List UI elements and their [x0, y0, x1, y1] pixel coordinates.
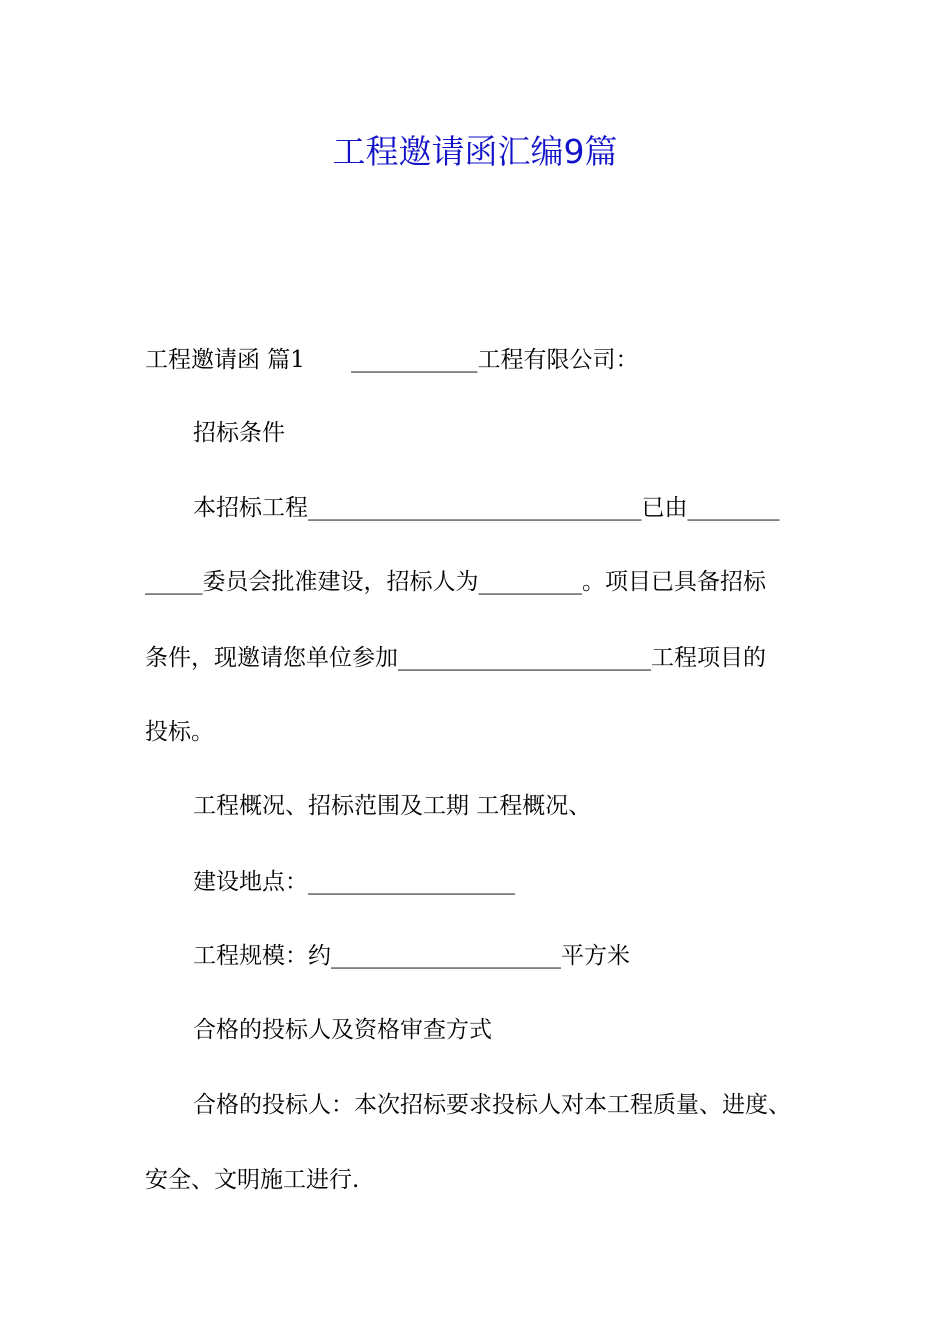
paragraph-line: _____委员会批准建设，招标人为_________。项目已具备招标: [145, 569, 766, 595]
paragraph-line: 工程概况、招标范围及工期 工程概况、: [193, 793, 592, 819]
paragraph-line: 合格的投标人及资格审查方式: [193, 1017, 492, 1043]
paragraph-line: 投标。: [145, 719, 214, 745]
addressee: ___________工程有限公司：: [350, 347, 639, 373]
document-title: 工程邀请函汇编9篇: [332, 132, 618, 171]
paragraph-line: 条件，现邀请您单位参加______________________工程项目的: [145, 645, 766, 671]
paragraph-line: 工程规模：约____________________平方米: [193, 943, 630, 969]
paragraph-line: 本招标工程_____________________________已由________: [193, 495, 780, 521]
paragraph-line: 合格的投标人：本次招标要求投标人对本工程质量、进度、: [193, 1092, 791, 1118]
section-heading: 工程邀请函 篇1: [145, 347, 305, 373]
paragraph-line: 建设地点：__________________: [193, 869, 515, 895]
paragraph-line: [145, 340, 950, 380]
paragraph-line: 招标条件: [193, 420, 285, 446]
paragraph-line: 安全、文明施工进行.: [145, 1167, 360, 1193]
